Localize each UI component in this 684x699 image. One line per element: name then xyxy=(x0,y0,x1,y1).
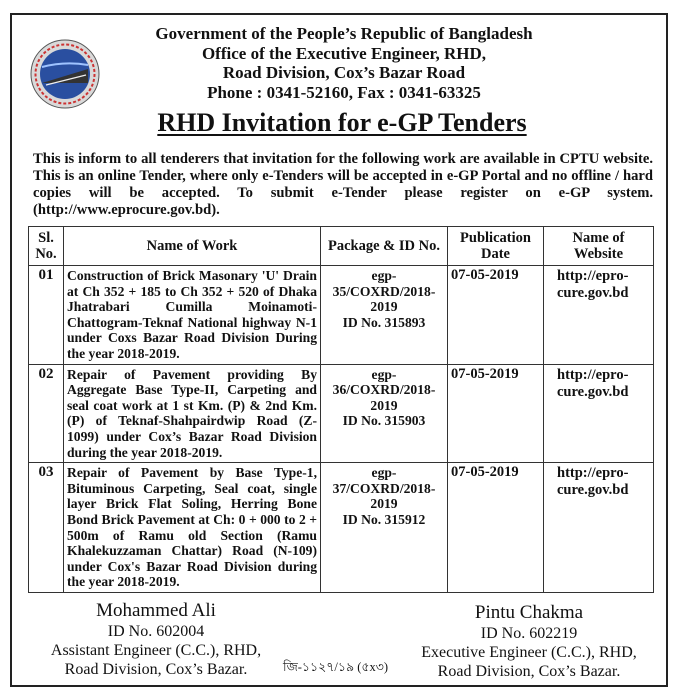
website-line: http://epro- xyxy=(557,366,629,383)
website-line: http://epro- xyxy=(557,465,629,482)
row-date: 07-05-2019 xyxy=(448,463,544,593)
header-date: Publication Date xyxy=(448,227,544,266)
package-line: 2019 xyxy=(370,496,398,512)
signatory-title: Executive Engineer (C.C.), RHD, xyxy=(421,644,637,661)
row-sl: 02 xyxy=(29,364,64,463)
header-line-phone: Phone : 0341-52160, Fax : 0341-63325 xyxy=(207,82,481,102)
row-date: 07-05-2019 xyxy=(448,266,544,365)
header-line-division: Road Division, Cox’s Bazar Road xyxy=(222,63,466,82)
signatory-office: Road Division, Cox’s Bazar. xyxy=(64,661,248,678)
row-website xyxy=(544,463,654,593)
signatory-office: Road Division, Cox’s Bazar. xyxy=(437,663,621,680)
package-line: egp- xyxy=(371,465,397,481)
row-date: 07-05-2019 xyxy=(448,364,544,463)
table-row xyxy=(29,266,654,365)
website-line: http://epro- xyxy=(557,268,629,284)
signatory-name: Mohammed Ali xyxy=(96,600,216,621)
signatory-id: ID No. 602219 xyxy=(480,625,578,642)
website-line: cure.gov.bd xyxy=(557,482,629,499)
website-line: cure.gov.bd xyxy=(557,383,629,400)
row-website xyxy=(544,364,654,463)
row-package xyxy=(321,266,448,365)
table-row xyxy=(29,463,654,593)
signatory-name: Pintu Chakma xyxy=(474,602,584,623)
header-line-office: Office of the Executive Engineer, RHD, xyxy=(201,43,487,63)
row-work: Construction of Brick Masonary 'U' Drain at Ch 352 + 185 to Ch 352 + 520 of Dhaka Jhatrabari Cumilla Moinamoti-Chattogram-Teknaf National highway N-1 under Coxs Bazar Road Division During the year 2018-2019. xyxy=(64,266,321,365)
row-package xyxy=(321,364,448,463)
header-website: Name of Website xyxy=(544,227,654,266)
rhd-emblem-icon xyxy=(30,39,100,109)
page-title: RHD Invitation for e-GP Tenders xyxy=(157,108,527,137)
signature-left xyxy=(38,600,274,679)
row-sl: 01 xyxy=(29,266,64,365)
header-sl: Sl. No. xyxy=(29,227,64,266)
website-line: cure.gov.bd xyxy=(557,285,629,301)
intro-paragraph: This is inform to all tenderers that invitation for the following work are available in CPTU website. This is an online Tender, where only e-Tenders will be accepted in e-GP Portal and no offline / hard copies will be accepted. To submit e-Tender please register on e-GP system. (http://www.eprocure.gov.bd). xyxy=(33,151,653,218)
table-row xyxy=(29,364,654,463)
header-work: Name of Work xyxy=(64,227,321,266)
memo-number: জি-১১২৭/১৯ (৫x৩) xyxy=(283,660,389,674)
header-package: Package & ID No. xyxy=(321,227,448,266)
package-line: 35/COXRD/2018- xyxy=(332,283,436,299)
row-package xyxy=(321,463,448,593)
package-line: 2019 xyxy=(370,397,398,413)
row-work: Repair of Pavement providing By Aggregate Base Type-II, Carpeting and seal coat work at 1 st Km. (P) & 2nd Km. (P) of Teknaf-Shahpairdwip Road (Z-1099) under Cox’s Bazar Road Division during the year 2018-2019. xyxy=(64,364,321,463)
signatory-title: Assistant Engineer (C.C.), RHD, xyxy=(50,642,262,659)
package-line: 36/COXRD/2018- xyxy=(332,382,436,398)
package-line: egp- xyxy=(371,268,397,283)
package-line: 37/COXRD/2018- xyxy=(332,480,436,496)
package-id: ID No. 315903 xyxy=(342,413,426,429)
package-id: ID No. 315912 xyxy=(342,511,426,527)
row-website xyxy=(544,266,654,365)
header xyxy=(115,24,573,102)
tender-table xyxy=(28,226,654,593)
package-line: egp- xyxy=(371,366,397,382)
row-sl: 03 xyxy=(29,463,64,593)
row-work: Repair of Pavement by Base Type-1, Bituminous Carpeting, Seal coat, single layer Brick Flat Soling, Herring Bone Bond Brick Pavement at Ch: 0 + 000 to 2 + 500m of Ramu old Section (Ramu Khalekuzzaman Chattar) Road (N-109) under Cox's Bazar Road Division during the year 2018-2019. xyxy=(64,463,321,593)
package-line: 2019 xyxy=(370,299,398,315)
package-id: ID No. 315893 xyxy=(342,314,426,330)
header-line-government: Government of the People’s Republic of Bangladesh xyxy=(155,24,533,43)
signature-right xyxy=(410,602,648,681)
signatory-id: ID No. 602004 xyxy=(107,623,205,640)
table-header-row xyxy=(29,227,654,266)
